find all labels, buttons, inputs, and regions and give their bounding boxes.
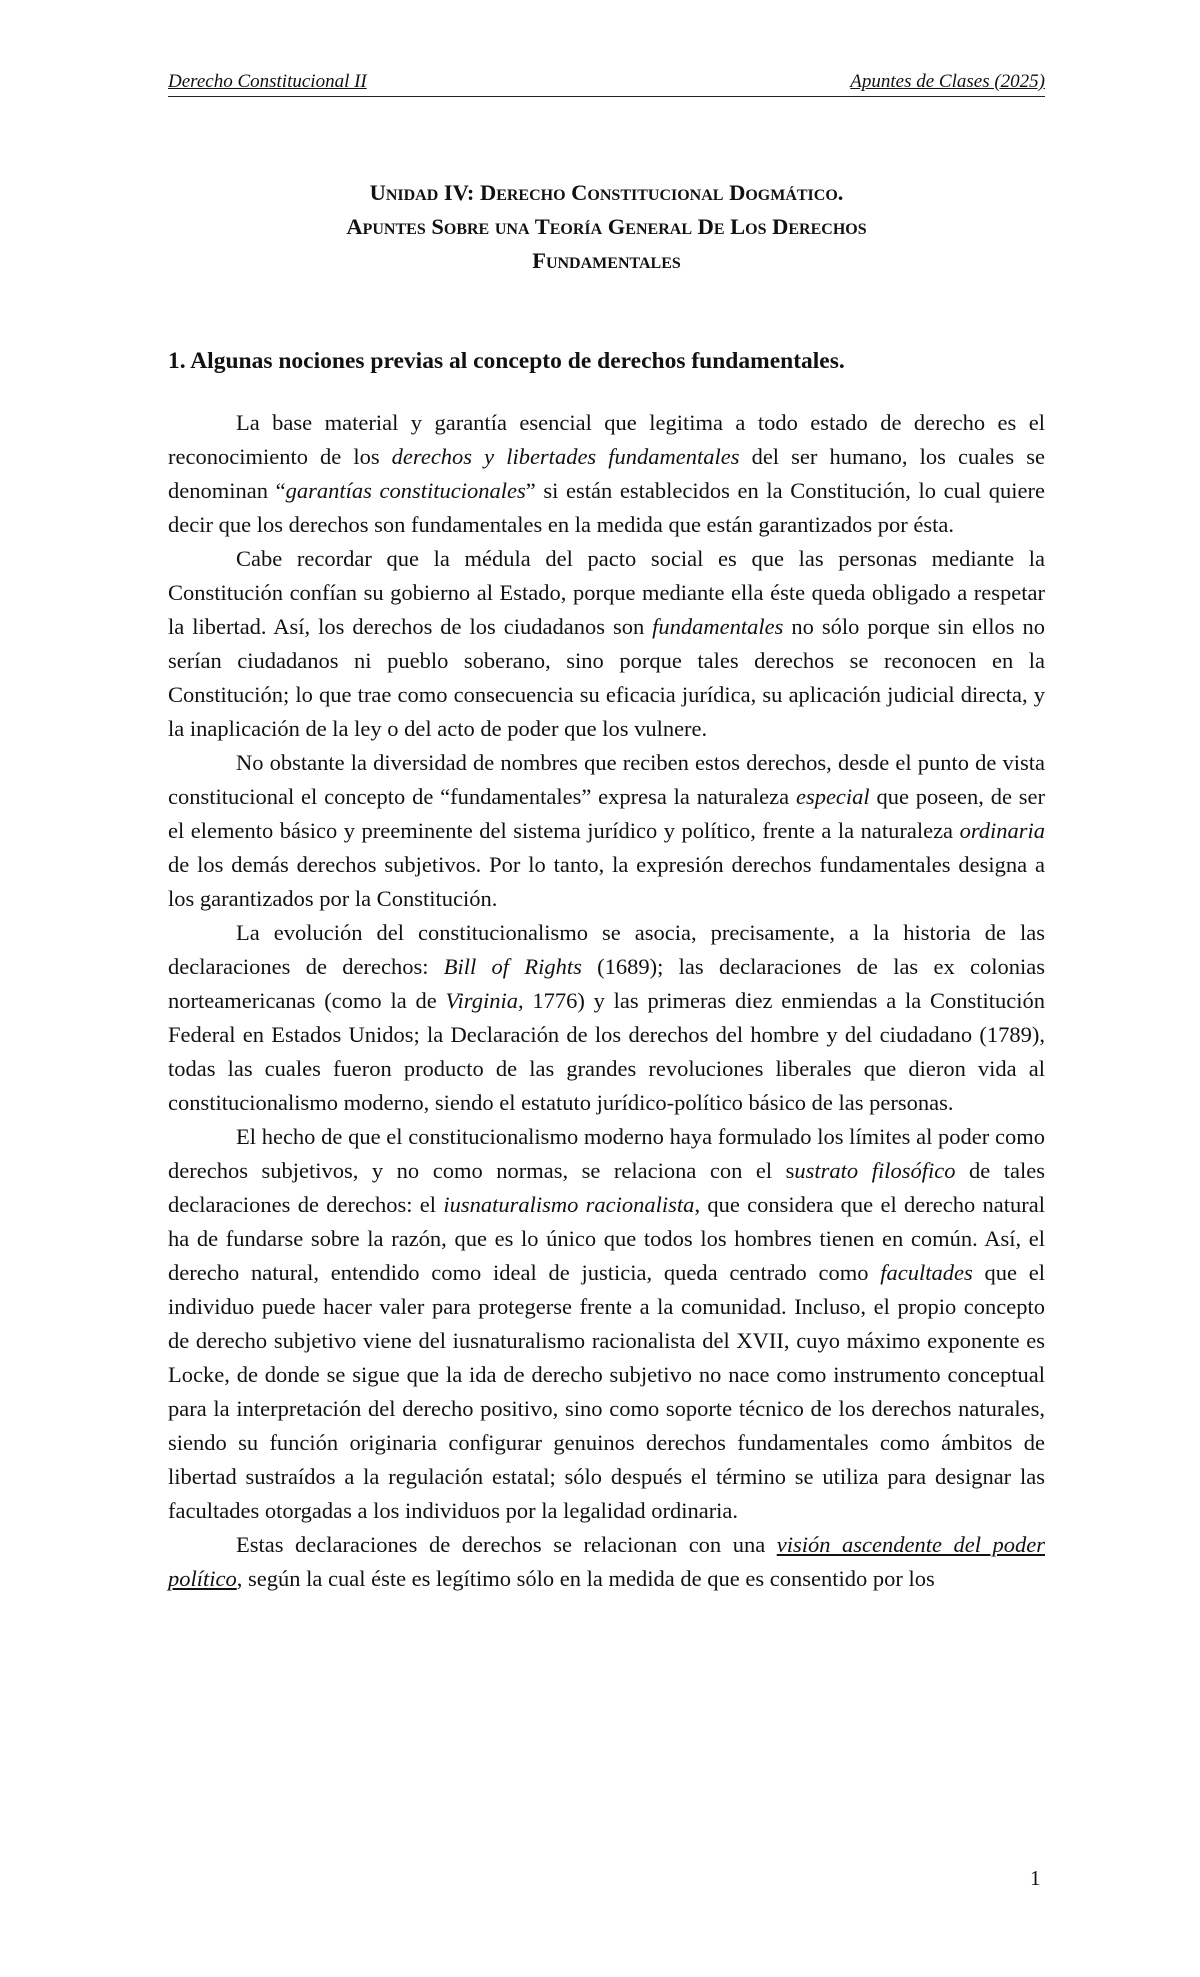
emphasis: Virginia [445, 988, 518, 1013]
text-run: que el individuo puede hacer valer para protegerse frente a la comunidad. Incluso, el propio concepto de derecho subjetivo viene del iusnaturalismo racionalista del XVII, cuyo máximo exponente es Locke, de donde se sigue que la ida de derecho subjetivo no nace como instrumento conceptual para la interpretación del derecho positivo, sino como soporte técnico de los derechos naturales, siendo su función originaria configurar genuinos derechos fundamentales como ámbitos de libertad sustraídos a la regulación estatal; sólo después el término se utiliza para designar las facultades otorgadas a los individuos por la legalidad ordinaria. [168, 1260, 1045, 1523]
text-run: La base material y garantía esencial que legitima a todo estado de derecho es el reconocimiento de los [168, 410, 1045, 469]
unit-title [168, 176, 1045, 278]
emphasis: garantías constitucionales [285, 478, 526, 503]
emphasis: ustrato filosófico [794, 1158, 956, 1183]
unit-title-line-2: Apuntes Sobre una Teoría General De Los Derechos [346, 214, 867, 239]
paragraph-4 [168, 916, 1045, 1120]
header-course-title: Derecho Constitucional II [168, 71, 367, 92]
header-notes-label: Apuntes de Clases (2025) [850, 71, 1045, 92]
text-run: No obstante la diversidad de nombres que reciben estos derechos, desde el punto de vista constitucional el concepto de “fundamentales” expresa la naturaleza [168, 750, 1045, 809]
text-run: de los demás derechos subjetivos. Por lo tanto, la expresión derechos fundamentales designa a los garantizados por la Constitución. [168, 852, 1045, 911]
emphasis: ordinaria [959, 818, 1045, 843]
text-run: La evolución del constitucionalismo se asocia, precisamente, a la historia de las declaraciones de derechos: [168, 920, 1045, 979]
text-run: El hecho de que el constitucionalismo moderno haya formulado los límites al poder como derechos subjetivos, y no como normas, se relaciona con el s [168, 1124, 1045, 1183]
text-run: , que considera que el derecho natural ha de fundarse sobre la razón, que es lo único que todos los hombres tienen en común. Así, el derecho natural, entendido como ideal de justicia, queda centrado como [168, 1192, 1046, 1285]
emphasis: derechos y libertades fundamentales [391, 444, 740, 469]
paragraph-1 [168, 406, 1045, 542]
unit-title-line-1: Unidad IV: Derecho Constitucional Dogmático. [369, 180, 844, 205]
text-run: no sólo porque sin ellos no serían ciudadanos ni pueblo soberano, sino porque tales derechos se reconocen en la Constitución; lo que trae como consecuencia su eficacia jurídica, su aplicación judicial directa, y la inaplicación de la ley o del acto de poder que los vulnere. [168, 614, 1045, 741]
text-run: Estas declaraciones de derechos se relacionan con una [236, 1532, 777, 1557]
body-text [168, 406, 1045, 1596]
paragraph-6 [168, 1528, 1045, 1596]
text-run: ” si están establecidos en la Constitución, lo cual quiere decir que los derechos son fundamentales en la medida que están garantizados por ésta. [168, 478, 1045, 537]
page-number: 1 [1030, 1866, 1041, 1890]
underlined-emphasis: visión ascendente del poder político [168, 1532, 1045, 1591]
text-run: Cabe recordar que la médula del pacto social es que las personas mediante la Constitución confían su gobierno al Estado, porque mediante ella éste queda obligado a respetar la libertad. Así, los derechos de los ciudadanos son [168, 546, 1045, 639]
emphasis: facultades [880, 1260, 973, 1285]
paragraph-2 [168, 542, 1045, 746]
emphasis: Bill of Rights [443, 954, 582, 979]
text-run: del ser humano, los cuales se denominan “ [168, 444, 1045, 503]
text-run: , 1776) y las primeras diez enmiendas a la Constitución Federal en Estados Unidos; la Declaración de los derechos del hombre y del ciudadano (1789), todas las cuales fueron producto de las grandes revoluciones liberales que dieron vida al constitucionalismo moderno, siendo el estatuto jurídico-político básico de las personas. [168, 988, 1045, 1115]
running-header [168, 70, 1045, 97]
emphasis: especial [795, 784, 870, 809]
text-run: que poseen, de ser el elemento básico y preeminente del sistema jurídico y político, frente a la naturaleza [168, 784, 1045, 843]
paragraph-5 [168, 1120, 1045, 1528]
text-run: de tales declaraciones de derechos: el [168, 1158, 1045, 1217]
paragraph-3 [168, 746, 1045, 916]
text-run: (1689); las declaraciones de las ex colonias norteamericanas (como la de [168, 954, 1045, 1013]
section-heading: 1. Algunas nociones previas al concepto de derechos fundamentales. [168, 348, 845, 374]
text-run: , según la cual éste es legítimo sólo en la medida de que es consentido por los [236, 1566, 935, 1591]
unit-title-line-3: Fundamentales [532, 248, 681, 273]
emphasis: iusnaturalismo racionalista [443, 1192, 695, 1217]
emphasis: fundamentales [652, 614, 784, 639]
